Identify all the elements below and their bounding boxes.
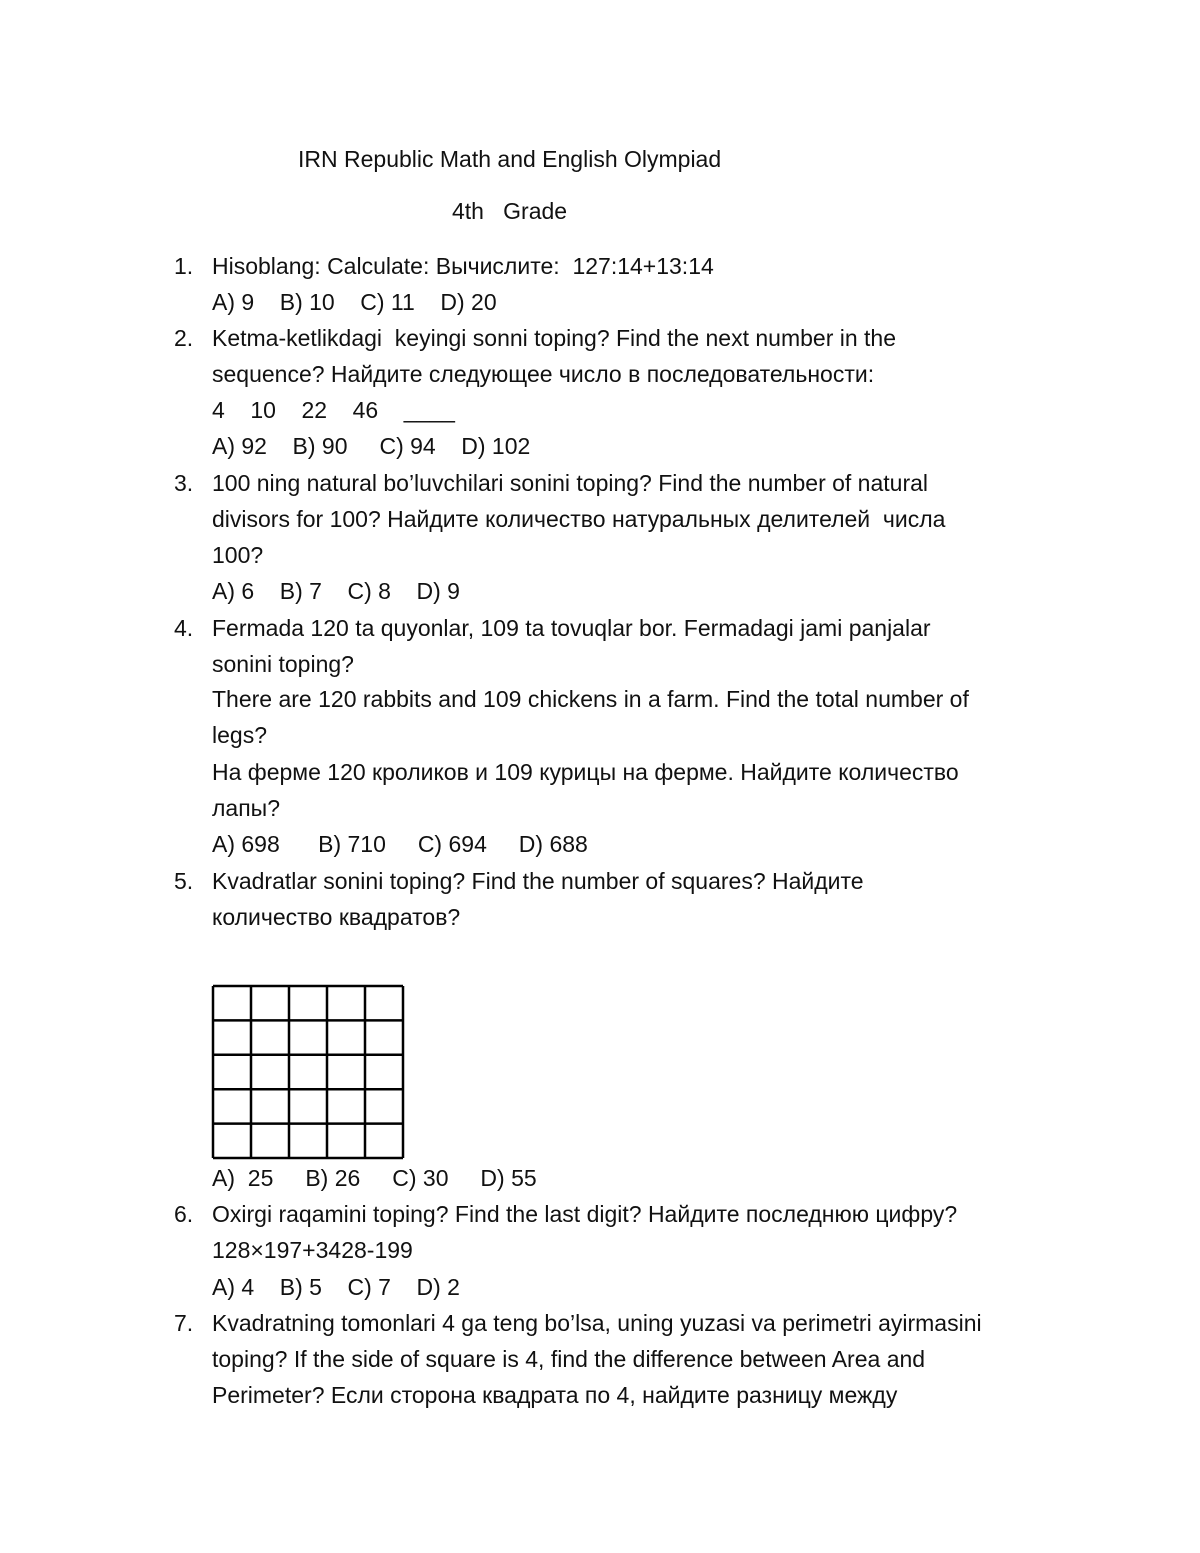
question-text: legs?	[212, 722, 267, 748]
question-text: На ферме 120 кроликов и 109 курицы на ферме. Найдите количество	[212, 759, 959, 785]
question-text: sonini toping?	[212, 651, 354, 677]
question-text: toping? If the side of square is 4, find the difference between Area and	[212, 1346, 926, 1372]
question-text: divisors for 100? Найдите количество натуральных делителей числа	[212, 506, 946, 532]
expression-line: 128×197+3428-199	[212, 1237, 413, 1263]
question-number: 6.	[174, 1201, 194, 1227]
answer-options: A) 25 B) 26 C) 30 D) 55	[212, 1165, 537, 1191]
question-number: 7.	[174, 1310, 194, 1336]
question-text: Perimeter? Если сторона квадрата по 4, найдите разницу между	[212, 1382, 898, 1408]
answer-options: A) 698 B) 710 C) 694 D) 688	[212, 831, 588, 857]
answer-options: A) 6 B) 7 C) 8 D) 9	[212, 578, 460, 604]
question-number: 3.	[174, 470, 194, 496]
question-text: There are 120 rabbits and 109 chickens in a farm. Find the total number of	[212, 686, 969, 712]
question-text: 100?	[212, 542, 264, 568]
question-text: лапы?	[212, 795, 280, 821]
question-number: 4.	[174, 615, 194, 641]
answer-options: A) 92 B) 90 C) 94 D) 102	[212, 433, 531, 459]
square-grid-figure	[211, 984, 405, 1160]
question-text: Kvadratlar sonini toping? Find the number of squares? Найдите	[212, 868, 864, 894]
question-text: Oxirgi raqamini toping? Find the last digit? Найдите последнюю цифру?	[212, 1201, 958, 1227]
question-text: Hisoblang: Calculate: Вычислите: 127:14+13:14	[212, 253, 714, 279]
answer-options: A) 4 B) 5 C) 7 D) 2	[212, 1274, 460, 1300]
grade-label: 4th Grade	[452, 198, 568, 224]
question-number: 1.	[174, 253, 194, 279]
sequence-line: 4 10 22 46 ____	[212, 397, 455, 423]
question-text: Kvadratning tomonlari 4 ga teng bo’lsa, uning yuzasi va perimetri ayirmasini	[212, 1310, 982, 1336]
grid-lines	[213, 986, 403, 1158]
question-text: количество квадратов?	[212, 904, 461, 930]
answer-options: A) 9 B) 10 C) 11 D) 20	[212, 289, 497, 315]
question-number: 5.	[174, 868, 194, 894]
question-text: Fermada 120 ta quyonlar, 109 ta tovuqlar bor. Fermadagi jami panjalar	[212, 615, 931, 641]
question-text: 100 ning natural bo’luvchilari sonini toping? Find the number of natural	[212, 470, 929, 496]
page-title: IRN Republic Math and English Olympiad	[298, 146, 722, 172]
question-number: 2.	[174, 325, 194, 351]
question-text: Ketma-ketlikdagi keyingi sonni toping? Find the next number in the	[212, 325, 897, 351]
question-text: sequence? Найдите следующее число в последовательности:	[212, 361, 875, 387]
